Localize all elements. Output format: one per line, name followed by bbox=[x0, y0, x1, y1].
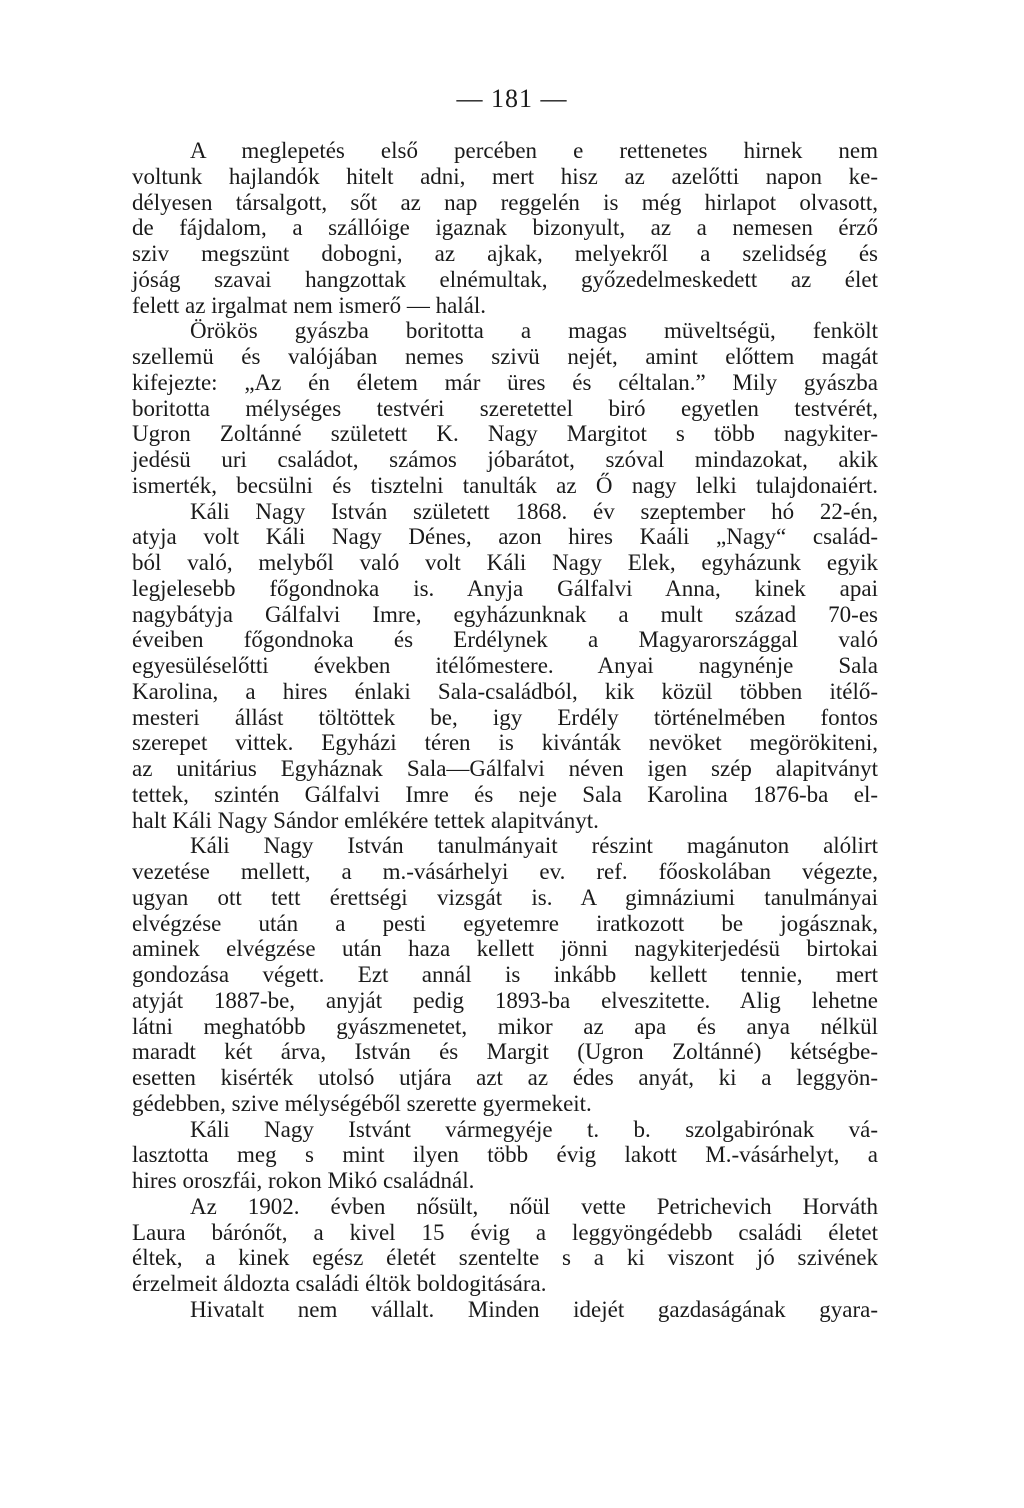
text-line: hires oroszfái, rokon Mikó családnál. bbox=[132, 1168, 475, 1193]
text-line: vezetése mellett, a m.-vásárhelyi ev. ref. főoskolában végezte, bbox=[132, 859, 878, 884]
text-line: felett az irgalmat nem ismerő — halál. bbox=[132, 292, 487, 318]
text-line: Örökös gyászba boritotta a magas müveltségü, fenkölt bbox=[190, 318, 878, 344]
text-line: esetten kisérték utolsó utjára azt az édes anyát, ki a leggyön- bbox=[132, 1065, 878, 1090]
text-line: érzelmeit áldozta családi éltök boldogitására. bbox=[132, 1271, 547, 1296]
text-line: atyja volt Káli Nagy Dénes, azon hires Kaáli „Nagy“ család- bbox=[132, 524, 878, 550]
text-line: délyesen társalgott, sőt az nap reggelén is még hirlapot olvasott, bbox=[132, 189, 878, 215]
text-line: látni meghatóbb gyászmenetet, mikor az apa és anya nélkül bbox=[132, 1013, 878, 1039]
text-line: éltek, a kinek egész életét szentelte s a ki viszont jó szivének bbox=[132, 1245, 878, 1271]
text-line: atyját 1887-be, anyját pedig 1893-ba elveszitette. Alig lehetne bbox=[132, 987, 878, 1013]
text-line: lasztotta meg s mint ilyen több évig lakott M.-vásárhelyt, a bbox=[132, 1142, 878, 1168]
text-line: sziv megszünt dobogni, az ajkak, melyekről a szelidség és bbox=[132, 241, 878, 266]
text-line: mesteri állást töltöttek be, igy Erdély történelmében fontos bbox=[132, 704, 878, 730]
text-line: ismerték, becsülni és tisztelni tanulták az Ő nagy lelki tulajdonaiért. bbox=[132, 472, 878, 498]
text-line: Káli Nagy István született 1868. év szeptember hó 22-én, bbox=[190, 498, 878, 524]
text-line: ból való, melyből való volt Káli Nagy Elek, egyházunk egyik bbox=[132, 550, 878, 575]
page-number: — 181 — bbox=[456, 84, 568, 113]
text-line: szerepet vittek. Egyházi téren is kivánták nevöket megörökiteni, bbox=[132, 730, 878, 756]
text-line: szellemü és valójában nemes szivü nejét, amint előttem magát bbox=[132, 344, 878, 369]
text-line: Káli Nagy István tanulmányait részint magánuton alólirt bbox=[190, 833, 878, 859]
text-line: elvégzése után a pesti egyetemre iratkozott be jogásznak, bbox=[132, 910, 878, 936]
text-line: ugyan ott tett érettségi vizsgát is. A gimnáziumi tanulmányai bbox=[132, 884, 878, 910]
text-line: gondozása végett. Ezt annál is inkább kellett tennie, mert bbox=[132, 962, 878, 987]
text-line: boritotta mélységes testvéri szeretettel biró egyetlen testvérét, bbox=[132, 395, 878, 421]
text-line: éveiben főgondnoka és Erdélynek a Magyarországgal való bbox=[132, 627, 878, 653]
text-line: jedésü uri családot, számos jóbarátot, szóval mindazokat, akik bbox=[132, 447, 878, 472]
text-line: Hivatalt nem vállalt. Minden idejét gazdaságának gyara- bbox=[190, 1296, 878, 1322]
text-line: aminek elvégzése után haza kellett jönni nagykiterjedésü birtokai bbox=[132, 936, 878, 962]
text-line: egyesüléselőtti években itélőmestere. Anyai nagynénje Sala bbox=[132, 653, 878, 678]
text-line: az unitárius Egyháznak Sala—Gálfalvi néven igen szép alapitványt bbox=[132, 756, 878, 781]
text-line: nagybátyja Gálfalvi Imre, egyházunknak a mult század 70-es bbox=[132, 601, 878, 627]
text-line: Az 1902. évben nősült, nőül vette Petrichevich Horváth bbox=[190, 1193, 878, 1219]
text-line: kifejezte: „Az én életem már üres és céltalan.” Mily gyászba bbox=[132, 369, 878, 395]
text-line: tettek, szintén Gálfalvi Imre és neje Sala Karolina 1876-ba el- bbox=[132, 781, 878, 807]
text-line: voltunk hajlandók hitelt adni, mert hisz az azelőtti napon ke- bbox=[132, 163, 878, 189]
text-line: A meglepetés első percében e rettenetes hirnek nem bbox=[190, 138, 878, 163]
body-text bbox=[132, 138, 878, 1323]
text-line: Ugron Zoltánné született K. Nagy Margitot s több nagykiter- bbox=[132, 421, 878, 447]
text-line: gédebben, szive mélységéből szerette gyermekeit. bbox=[132, 1090, 592, 1116]
text-line: Karolina, a hires énlaki Sala-családból, kik közül többen itélő- bbox=[132, 678, 878, 704]
text-line: legjelesebb főgondnoka is. Anyja Gálfalvi Anna, kinek apai bbox=[132, 575, 878, 601]
text-line: jóság szavai hangzottak elnémultak, győzedelmeskedett az élet bbox=[132, 266, 878, 292]
text-line: de fájdalom, a szállóige igaznak bizonyult, az a nemesen érző bbox=[132, 215, 878, 241]
text-line: Káli Nagy Istvánt vármegyéje t. b. szolgabirónak vá- bbox=[190, 1116, 878, 1142]
text-line: Laura bárónőt, a kivel 15 évig a leggyöngédebb családi életet bbox=[132, 1219, 878, 1245]
text-line: maradt két árva, István és Margit (Ugron Zoltánné) kétségbe- bbox=[132, 1039, 878, 1065]
text-line: halt Káli Nagy Sándor emlékére tettek alapitványt. bbox=[132, 807, 599, 833]
